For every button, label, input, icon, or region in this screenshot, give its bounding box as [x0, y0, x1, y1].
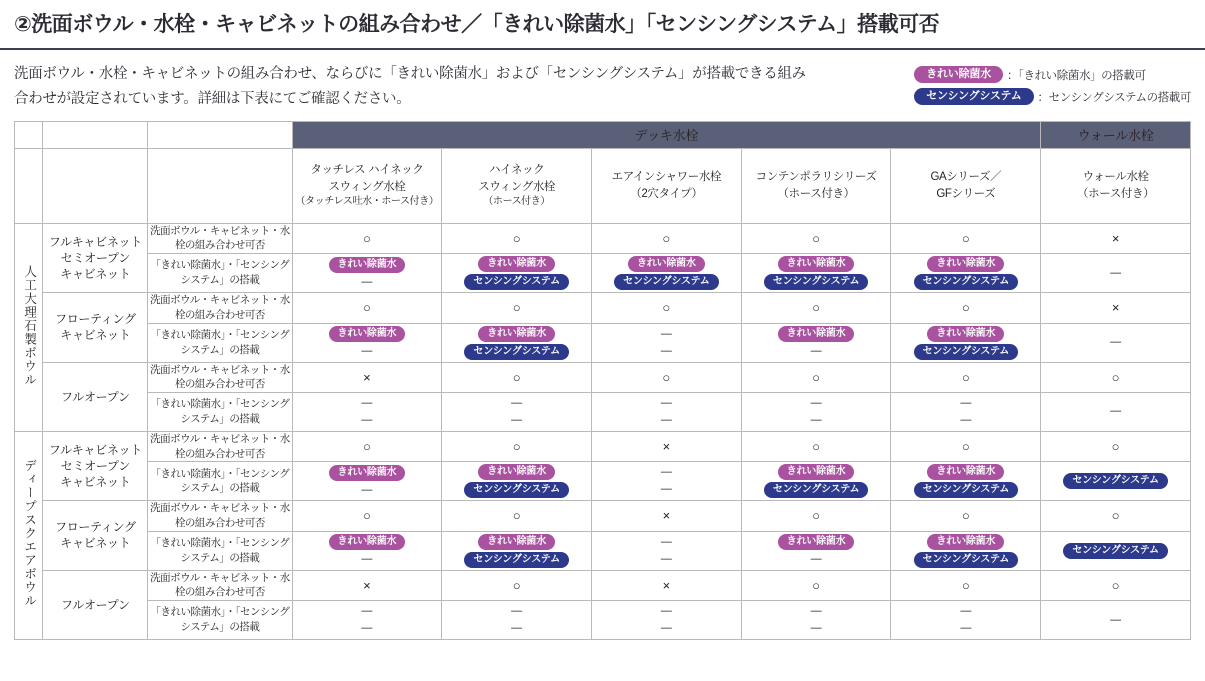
cell-feature — [592, 462, 742, 501]
dash-mark: — — [660, 466, 672, 479]
badge-kirei: きれい除菌水 — [478, 326, 555, 342]
column-header-line1: コンテンポラリシリーズ — [755, 171, 877, 184]
badge-kirei: きれい除菌水 — [778, 326, 855, 342]
dash-mark: — — [960, 605, 972, 617]
table-column-header-row — [15, 148, 1191, 223]
cabinet-label-line2: キャビネット — [60, 328, 131, 343]
cell-feature — [292, 254, 442, 293]
cell-feature — [891, 254, 1041, 293]
cell-feature — [1041, 392, 1191, 431]
table-row — [15, 462, 1191, 501]
page-title: ②洗面ボウル・水栓・キャビネットの組み合わせ／「きれい除菌水」「センシングシステム」搭載可否 — [0, 0, 1205, 50]
legend-item-sensing — [914, 88, 1191, 105]
badge-kirei: きれい除菌水 — [778, 534, 855, 550]
table-row — [15, 223, 1191, 253]
cabinet-label-line2: セミオープン — [60, 250, 130, 265]
criteria-label-feature: 「きれい除菌水」・「センシングシステム」の搭載 — [148, 462, 292, 501]
table-corner-5 — [43, 148, 148, 223]
cell-feature — [891, 601, 1041, 640]
dash-mark: — — [810, 345, 822, 357]
cell-combo: ○ — [891, 431, 1041, 461]
intro-text: 洗面ボウル・水栓・キャビネットの組み合わせ、ならびに「きれい除菌水」および「センシングシステム」が搭載できる組み合わせが設定されています。詳細は下表にてご確認ください。 — [14, 66, 806, 108]
column-header-line1: タッチレス ハイネック — [310, 163, 424, 176]
badge-kirei: きれい除菌水 — [329, 465, 406, 481]
dash-mark: — — [960, 622, 972, 634]
cell-feature — [442, 323, 592, 362]
cell-feature — [442, 254, 592, 293]
cell-combo: ○ — [592, 293, 742, 323]
badge-sensing: センシングシステム — [914, 552, 1019, 568]
column-header-wall-faucet — [1041, 148, 1191, 223]
criteria-label-combo: 洗面ボウル・キャビネット・水栓の組み合わせ可否 — [148, 570, 292, 600]
table-group-header-row — [15, 121, 1191, 148]
cell-combo: × — [1041, 223, 1191, 253]
column-header-line2: スウィング水栓 — [328, 180, 406, 193]
column-header-line3: （タッチレス吐水・ホース付き） — [295, 196, 439, 208]
dash-mark: — — [361, 622, 373, 634]
cell-feature — [891, 531, 1041, 570]
cell-combo: × — [592, 431, 742, 461]
dash-mark: — — [960, 413, 972, 426]
cell-feature — [292, 462, 442, 501]
cell-combo: ○ — [292, 501, 442, 531]
cell-combo: ○ — [741, 223, 891, 253]
cell-combo: ○ — [442, 501, 592, 531]
criteria-label-combo: 洗面ボウル・キャビネット・水栓の組み合わせ可否 — [148, 501, 292, 531]
badge-kirei: きれい除菌水 — [478, 256, 555, 272]
dash-mark: — — [511, 396, 523, 409]
column-header-highneck-swing — [442, 148, 592, 223]
cell-combo: ○ — [741, 501, 891, 531]
table-corner-1 — [15, 121, 43, 148]
cell-feature — [592, 254, 742, 293]
rowgroup-label-deep-square — [15, 431, 43, 639]
cabinet-label-line1: フルオープン — [61, 597, 130, 612]
rowgroup-label-artificial-marble — [15, 223, 43, 431]
dash-mark: — — [1110, 405, 1122, 418]
cabinet-label-floating-1 — [43, 293, 148, 362]
cell-combo: ○ — [292, 431, 442, 461]
criteria-label-combo: 洗面ボウル・キャビネット・水栓の組み合わせ可否 — [148, 431, 292, 461]
dash-mark: — — [361, 553, 373, 566]
table-row — [15, 570, 1191, 600]
rowgroup-label-text: ディープスクエアボウル — [22, 459, 37, 608]
cell-combo: ○ — [592, 362, 742, 392]
badge-kirei: きれい除菌水 — [329, 326, 406, 342]
table-corner-2 — [43, 121, 148, 148]
column-header-ga-gf — [891, 148, 1041, 223]
criteria-label-combo: 洗面ボウル・キャビネット・水栓の組み合わせ可否 — [148, 293, 292, 323]
cabinet-label-line1: フルキャビネット — [48, 442, 142, 457]
badge-kirei: きれい除菌水 — [478, 534, 555, 550]
badge-sensing: センシングシステム — [614, 274, 719, 290]
criteria-label-feature: 「きれい除菌水」・「センシングシステム」の搭載 — [148, 254, 292, 293]
cell-feature — [891, 323, 1041, 362]
dash-mark: — — [810, 622, 822, 634]
cabinet-label-floating-2 — [43, 501, 148, 570]
cabinet-label-line1: フローティング — [55, 312, 136, 327]
intro-section — [0, 50, 1205, 119]
criteria-label-feature: 「きれい除菌水」・「センシングシステム」の搭載 — [148, 392, 292, 431]
cell-combo: ○ — [1041, 501, 1191, 531]
table-corner-4 — [15, 148, 43, 223]
badge-sensing: センシングシステム — [464, 482, 569, 498]
column-header-line3: （ホース付き） — [483, 196, 550, 208]
dash-mark: — — [960, 396, 972, 409]
cell-feature — [891, 392, 1041, 431]
cell-combo: ○ — [592, 223, 742, 253]
column-header-line2: スウィング水栓 — [478, 180, 556, 193]
badge-sensing: センシングシステム — [764, 274, 869, 290]
badge-kirei: きれい除菌水 — [927, 464, 1004, 480]
criteria-label-combo: 洗面ボウル・キャビネット・水栓の組み合わせ可否 — [148, 223, 292, 253]
cabinet-label-full-semi-2 — [43, 431, 148, 500]
dash-mark: — — [361, 605, 373, 617]
cell-combo: ○ — [741, 570, 891, 600]
criteria-label-feature: 「きれい除菌水」・「センシングシステム」の搭載 — [148, 323, 292, 362]
dash-mark: — — [660, 552, 672, 565]
column-header-line2: （ホース付き） — [1077, 187, 1155, 200]
cell-feature — [442, 601, 592, 640]
criteria-label-feature: 「きれい除菌水」・「センシングシステム」の搭載 — [148, 531, 292, 570]
cabinet-label-line1: フルオープン — [61, 389, 130, 404]
badge-sensing: センシングシステム — [464, 552, 569, 568]
cabinet-label-line2: キャビネット — [60, 536, 131, 551]
legend-item-kirei — [914, 66, 1191, 83]
cell-combo: ○ — [741, 431, 891, 461]
dash-mark: — — [660, 622, 672, 634]
cell-feature — [1041, 531, 1191, 570]
cell-combo: × — [292, 362, 442, 392]
legend — [914, 62, 1191, 110]
cell-combo: ○ — [891, 362, 1041, 392]
dash-mark: — — [361, 396, 373, 409]
column-header-line1: ウォール水栓 — [1082, 171, 1149, 184]
dash-mark: — — [660, 535, 672, 548]
cell-combo: ○ — [1041, 431, 1191, 461]
cell-combo: ○ — [442, 431, 592, 461]
dash-mark: — — [660, 483, 672, 496]
cabinet-label-line3: キャビネット — [60, 267, 131, 282]
dash-mark: — — [810, 413, 822, 426]
rowgroup-label-text: 人工大理石製ボウル — [22, 264, 37, 387]
column-header-line2: （ホース付き） — [777, 187, 855, 200]
badge-kirei: きれい除菌水 — [628, 256, 705, 272]
dash-mark: — — [511, 622, 523, 634]
cell-feature — [292, 392, 442, 431]
cell-feature — [442, 462, 592, 501]
dash-mark: — — [810, 396, 822, 409]
cell-feature — [442, 531, 592, 570]
group-header-wall: ウォール水栓 — [1041, 121, 1191, 148]
cabinet-label-full-semi-1 — [43, 223, 148, 292]
badge-kirei: きれい除菌水 — [778, 256, 855, 272]
cell-combo: ○ — [442, 570, 592, 600]
badge-sensing: センシングシステム — [1063, 473, 1168, 489]
cell-combo: ○ — [891, 223, 1041, 253]
cell-combo: ○ — [442, 293, 592, 323]
cell-combo: ○ — [891, 501, 1041, 531]
cell-combo: ○ — [442, 223, 592, 253]
cell-feature — [741, 392, 891, 431]
column-header-contemporary — [741, 148, 891, 223]
table-corner-3 — [148, 121, 292, 148]
column-header-line1: エアインシャワー水栓 — [611, 171, 722, 184]
cell-feature — [292, 601, 442, 640]
dash-mark: — — [660, 605, 672, 617]
table-row — [15, 531, 1191, 570]
cell-combo: ○ — [442, 362, 592, 392]
cell-combo: ○ — [891, 570, 1041, 600]
dash-mark: — — [361, 483, 373, 496]
cell-combo: × — [1041, 293, 1191, 323]
cabinet-label-line1: フルキャビネット — [48, 234, 142, 249]
dash-mark: — — [361, 345, 373, 357]
table-corner-6 — [148, 148, 292, 223]
cell-combo: × — [292, 570, 442, 600]
table-row — [15, 431, 1191, 461]
cell-feature — [292, 531, 442, 570]
badge-sensing: センシングシステム — [914, 344, 1019, 360]
dash-mark: — — [511, 605, 523, 617]
cell-combo: × — [592, 501, 742, 531]
dash-mark: — — [660, 396, 672, 409]
cell-feature — [592, 323, 742, 362]
table-row — [15, 392, 1191, 431]
legend-pill-kirei: きれい除菌水 — [914, 66, 1003, 83]
cell-feature — [891, 462, 1041, 501]
badge-kirei: きれい除菌水 — [329, 534, 406, 550]
cell-feature — [592, 601, 742, 640]
dash-mark: — — [660, 327, 672, 340]
cell-feature — [741, 254, 891, 293]
dash-mark: — — [1110, 266, 1122, 279]
cabinet-label-line2: セミオープン — [60, 458, 130, 473]
badge-kirei: きれい除菌水 — [927, 534, 1004, 550]
cell-feature — [442, 392, 592, 431]
dash-mark: — — [511, 413, 523, 426]
cell-feature — [592, 531, 742, 570]
cabinet-label-fullopen-1 — [43, 362, 148, 431]
criteria-label-combo: 洗面ボウル・キャビネット・水栓の組み合わせ可否 — [148, 362, 292, 392]
badge-kirei: きれい除菌水 — [927, 326, 1004, 342]
cell-feature — [1041, 462, 1191, 501]
column-header-line2: GFシリーズ — [936, 187, 996, 200]
cell-combo: ○ — [891, 293, 1041, 323]
badge-kirei: きれい除菌水 — [778, 464, 855, 480]
table-row — [15, 293, 1191, 323]
badge-sensing: センシングシステム — [464, 344, 569, 360]
cell-feature — [1041, 601, 1191, 640]
compatibility-table — [14, 121, 1191, 640]
badge-sensing: センシングシステム — [914, 274, 1019, 290]
dash-mark: — — [810, 553, 822, 566]
group-header-deck: デッキ水栓 — [292, 121, 1041, 148]
table-row — [15, 254, 1191, 293]
badge-kirei: きれい除菌水 — [927, 256, 1004, 272]
legend-pill-sensing: センシングシステム — [914, 88, 1033, 105]
table-row — [15, 501, 1191, 531]
cell-combo: ○ — [292, 223, 442, 253]
badge-sensing: センシングシステム — [1063, 543, 1168, 559]
cell-feature — [1041, 254, 1191, 293]
cell-feature — [1041, 323, 1191, 362]
dash-mark: — — [361, 413, 373, 426]
dash-mark: — — [660, 344, 672, 357]
cell-combo: × — [592, 570, 742, 600]
table-body — [15, 223, 1191, 639]
cell-feature — [592, 392, 742, 431]
legend-note-sensing: ：センシングシステムの搭載可 — [1037, 91, 1191, 104]
dash-mark: — — [660, 413, 672, 426]
legend-note-kirei: ：「きれい除菌水」の搭載可 — [1007, 69, 1146, 82]
badge-kirei: きれい除菌水 — [478, 464, 555, 480]
cell-feature — [741, 462, 891, 501]
cabinet-label-line3: キャビネット — [60, 475, 131, 490]
cell-feature — [741, 323, 891, 362]
cell-combo: ○ — [1041, 570, 1191, 600]
cell-feature — [741, 531, 891, 570]
column-header-line1: GAシリーズ／ — [930, 171, 1002, 184]
column-header-touchless-highneck — [292, 148, 442, 223]
badge-sensing: センシングシステム — [764, 482, 869, 498]
table-row — [15, 362, 1191, 392]
table-row — [15, 323, 1191, 362]
dash-mark: — — [1110, 613, 1122, 626]
criteria-label-feature: 「きれい除菌水」・「センシングシステム」の搭載 — [148, 601, 292, 640]
cell-combo: ○ — [741, 293, 891, 323]
dash-mark: — — [361, 275, 373, 288]
table-row — [15, 601, 1191, 640]
column-header-line1: ハイネック — [488, 163, 545, 176]
table-head — [15, 121, 1191, 223]
cabinet-label-fullopen-2 — [43, 570, 148, 639]
cell-feature — [741, 601, 891, 640]
badge-sensing: センシングシステム — [914, 482, 1019, 498]
cell-combo: ○ — [292, 293, 442, 323]
badge-sensing: センシングシステム — [464, 274, 569, 290]
cell-feature — [292, 323, 442, 362]
cabinet-label-line1: フローティング — [55, 520, 136, 535]
cell-combo: ○ — [741, 362, 891, 392]
column-header-line2: （2穴タイプ） — [630, 187, 703, 200]
cell-combo: ○ — [1041, 362, 1191, 392]
badge-kirei: きれい除菌水 — [329, 257, 406, 273]
dash-mark: — — [810, 605, 822, 617]
dash-mark: — — [1110, 336, 1122, 348]
column-header-airin-shower — [592, 148, 742, 223]
